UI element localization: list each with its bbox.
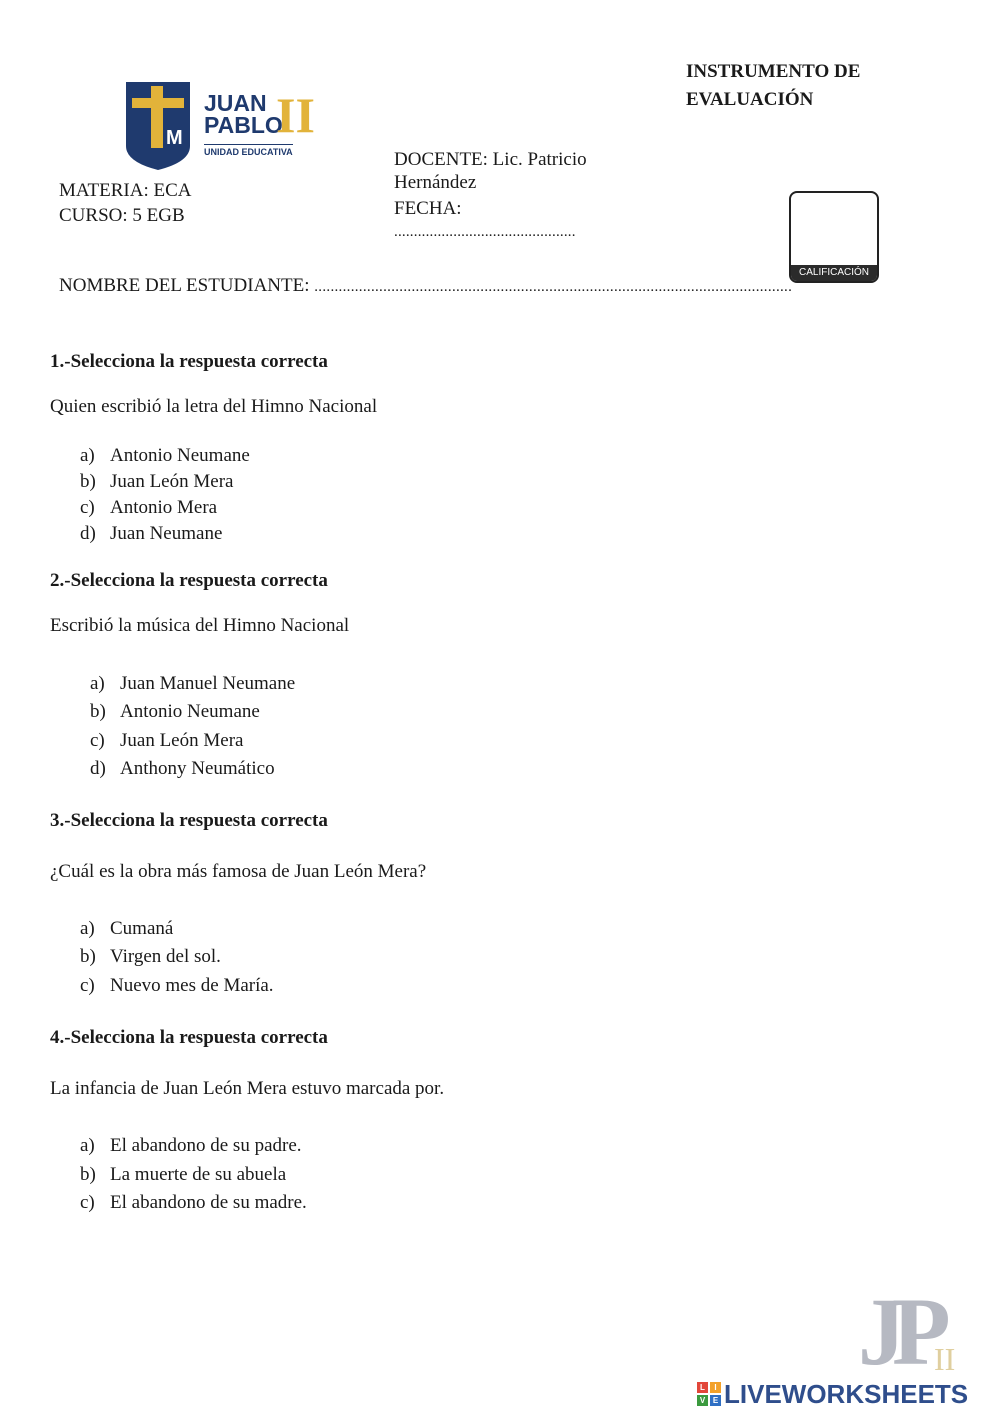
answer-option[interactable] bbox=[80, 944, 221, 970]
question-text: Escribió la música del Himno Nacional bbox=[50, 615, 350, 636]
option-text: Juan Neumane bbox=[110, 523, 223, 544]
fecha-label: FECHA: bbox=[394, 198, 462, 219]
option-letter: a) bbox=[80, 445, 95, 466]
answer-option[interactable] bbox=[80, 495, 217, 521]
option-letter: c) bbox=[80, 1192, 95, 1213]
instrument-title-line1: INSTRUMENTO DE bbox=[686, 61, 861, 82]
option-text: Cumaná bbox=[110, 918, 174, 939]
student-name-field[interactable]: ...................................................................................................................... bbox=[314, 279, 793, 295]
answer-option[interactable] bbox=[90, 756, 275, 782]
liveworksheets-logo-icon bbox=[697, 1382, 721, 1406]
option-letter: a) bbox=[90, 673, 105, 694]
grade-box[interactable] bbox=[789, 191, 879, 283]
docente-line1: DOCENTE: Lic. Patricio bbox=[394, 149, 587, 170]
option-text: Virgen del sol. bbox=[110, 946, 221, 967]
question-title: 4.-Selecciona la respuesta correcta bbox=[50, 1027, 328, 1048]
answer-option[interactable] bbox=[80, 469, 233, 495]
answer-option[interactable] bbox=[90, 699, 260, 725]
answer-option[interactable] bbox=[80, 443, 250, 469]
answer-option[interactable] bbox=[80, 916, 173, 942]
jp-watermark bbox=[858, 1278, 968, 1385]
docente-line2: Hernández bbox=[394, 172, 477, 193]
option-letter: a) bbox=[80, 918, 95, 939]
option-letter: c) bbox=[90, 730, 105, 751]
brand-icon-letter: I bbox=[710, 1382, 721, 1393]
instrument-title bbox=[686, 58, 860, 114]
liveworksheets-wordmark: LIVEWORKSHEETS bbox=[724, 1379, 969, 1409]
brand-icon-letter: L bbox=[697, 1382, 708, 1393]
brand-icon-letter: V bbox=[697, 1395, 708, 1406]
answer-option[interactable] bbox=[80, 973, 274, 999]
question-title: 2.-Selecciona la respuesta correcta bbox=[50, 570, 328, 591]
option-text: Juan León Mera bbox=[120, 730, 244, 751]
svg-text:M: M bbox=[166, 127, 183, 149]
option-letter: d) bbox=[90, 758, 106, 779]
option-text: Nuevo mes de María. bbox=[110, 975, 274, 996]
option-text: Antonio Neumane bbox=[110, 445, 250, 466]
option-text: El abandono de su madre. bbox=[110, 1192, 307, 1213]
liveworksheets-brand[interactable] bbox=[697, 1380, 995, 1408]
option-text: Anthony Neumático bbox=[120, 758, 275, 779]
option-text: Antonio Neumane bbox=[120, 701, 260, 722]
logo-subtitle: UNIDAD EDUCATIVA bbox=[204, 144, 293, 157]
option-letter: d) bbox=[80, 523, 96, 544]
logo-text-juan: JUAN bbox=[204, 90, 267, 116]
answer-option[interactable] bbox=[90, 728, 243, 754]
watermark-numeral: II bbox=[934, 1341, 956, 1377]
materia-label: MATERIA: ECA bbox=[59, 180, 192, 201]
option-letter: b) bbox=[80, 1164, 96, 1185]
teacher-info bbox=[394, 148, 587, 244]
option-text: Antonio Mera bbox=[110, 497, 218, 518]
fecha-field[interactable]: .............................................. bbox=[394, 224, 576, 240]
student-name-row bbox=[59, 274, 929, 299]
option-text: Juan Manuel Neumane bbox=[120, 673, 296, 694]
question-text: ¿Cuál es la obra más famosa de Juan León Mera? bbox=[50, 861, 427, 882]
subject-info bbox=[59, 178, 191, 228]
answer-option[interactable] bbox=[80, 1190, 307, 1216]
grade-label: CALIFICACIÓN bbox=[791, 265, 877, 281]
school-logo bbox=[124, 80, 314, 172]
answer-option[interactable] bbox=[80, 1162, 286, 1188]
question-title: 1.-Selecciona la respuesta correcta bbox=[50, 351, 328, 372]
answer-option[interactable] bbox=[80, 521, 222, 547]
question-title: 3.-Selecciona la respuesta correcta bbox=[50, 810, 328, 831]
logo-text-pablo: PABLO bbox=[204, 112, 283, 138]
option-text: Juan León Mera bbox=[110, 471, 234, 492]
option-text: La muerte de su abuela bbox=[110, 1164, 287, 1185]
question-text: La infancia de Juan León Mera estuvo marcada por. bbox=[50, 1078, 445, 1099]
option-letter: b) bbox=[80, 946, 96, 967]
option-text: El abandono de su padre. bbox=[110, 1135, 302, 1156]
brand-icon-letter: E bbox=[710, 1395, 721, 1406]
option-letter: c) bbox=[80, 975, 95, 996]
option-letter: b) bbox=[80, 471, 96, 492]
logo-numeral: II bbox=[276, 87, 315, 143]
curso-label: CURSO: 5 EGB bbox=[59, 205, 185, 226]
shield-icon bbox=[124, 80, 194, 172]
watermark-letters: JP bbox=[858, 1278, 937, 1385]
answer-option[interactable] bbox=[80, 1133, 302, 1159]
option-letter: a) bbox=[80, 1135, 95, 1156]
option-letter: b) bbox=[90, 701, 106, 722]
question-text: Quien escribió la letra del Himno Nacional bbox=[50, 396, 378, 417]
option-letter: c) bbox=[80, 497, 95, 518]
student-name-label: NOMBRE DEL ESTUDIANTE: bbox=[59, 275, 310, 296]
instrument-title-line2: EVALUACIÓN bbox=[686, 89, 814, 110]
answer-option[interactable] bbox=[90, 671, 295, 697]
